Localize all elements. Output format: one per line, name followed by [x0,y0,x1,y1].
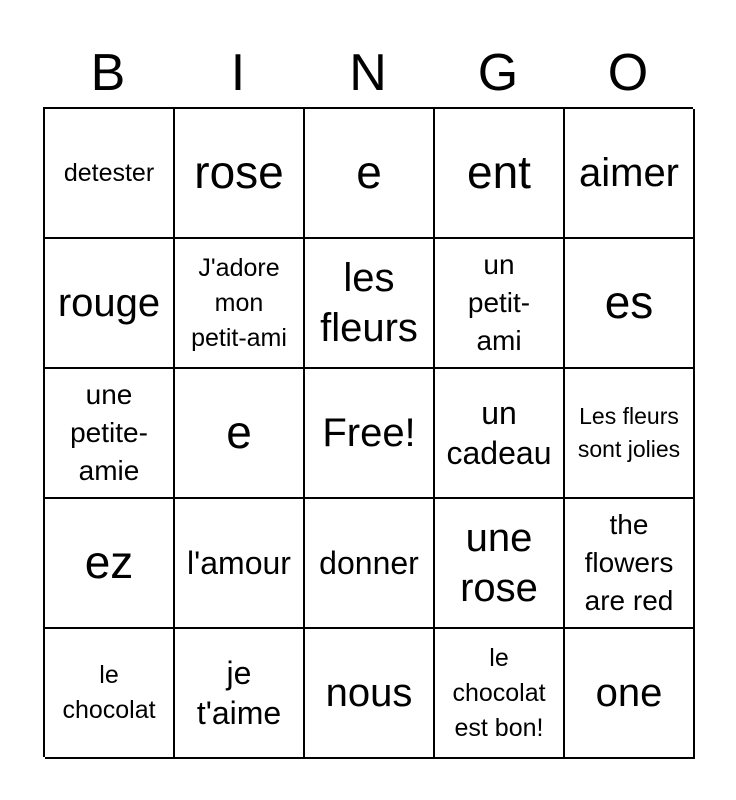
header-letter-i: I [230,44,246,102]
bingo-cell-r3-c3[interactable] [305,369,435,499]
header-letter-o: O [607,44,649,102]
bingo-cell-r1-c2[interactable] [175,109,305,239]
bingo-cell-text: Free! [322,411,416,455]
bingo-cell-r4-c2[interactable] [175,499,305,629]
bingo-cell-r4-c5[interactable] [565,499,695,629]
bingo-cell-text: l'amour [187,545,291,581]
bingo-cell-text: e [356,146,382,199]
bingo-cell-r5-c5[interactable] [565,629,695,759]
header-letter-b: B [90,44,126,102]
bingo-cell-text: un cadeau [446,395,552,471]
bingo-cell-text: nous [325,671,413,715]
bingo-cell-r4-c3[interactable] [305,499,435,629]
bingo-cell-text: un petit- ami [467,249,531,356]
bingo-cell-r3-c4[interactable] [435,369,565,499]
bingo-cell-r1-c5[interactable] [565,109,695,239]
bingo-board [43,107,693,757]
bingo-cell-r3-c1[interactable] [45,369,175,499]
bingo-cell-r2-c4[interactable] [435,239,565,369]
bingo-cell-text: le chocolat [62,661,156,724]
bingo-cell-r4-c1[interactable] [45,499,175,629]
bingo-cell-text: aimer [578,151,680,195]
bingo-cell-text: donner [319,545,419,581]
header-letter-n: N [349,44,387,102]
bingo-cell-r2-c3[interactable] [305,239,435,369]
bingo-cell-text: une petite- amie [70,379,148,486]
bingo-cell-r5-c2[interactable] [175,629,305,759]
header-letter-g: G [477,44,519,102]
bingo-cell-r2-c5[interactable] [565,239,695,369]
bingo-cell-r1-c3[interactable] [305,109,435,239]
bingo-cell-r1-c4[interactable] [435,109,565,239]
bingo-cell-r5-c3[interactable] [305,629,435,759]
bingo-cell-text: e [226,406,252,459]
bingo-cell-text: je t'aime [196,655,282,731]
bingo-cell-text: ez [84,536,134,589]
bingo-cell-text: rose [194,146,284,199]
bingo-cell-text: le chocolat est bon! [452,643,546,742]
bingo-cell-text: rouge [57,281,161,325]
bingo-cell-text: ent [467,146,531,199]
bingo-header [43,38,693,108]
bingo-cell-text: J'adore mon petit-ami [191,253,287,352]
bingo-cell-r5-c1[interactable] [45,629,175,759]
bingo-cell-r4-c4[interactable] [435,499,565,629]
bingo-cell-text: one [595,671,663,715]
bingo-cell-text: une rose [460,516,538,610]
bingo-cell-r3-c2[interactable] [175,369,305,499]
bingo-cell-r1-c1[interactable] [45,109,175,239]
bingo-cell-text: les fleurs [320,256,418,350]
bingo-cell-text: the flowers are red [584,509,674,616]
bingo-cell-text: detester [63,158,155,187]
bingo-cell-r5-c4[interactable] [435,629,565,759]
bingo-cell-r2-c1[interactable] [45,239,175,369]
bingo-cell-r2-c2[interactable] [175,239,305,369]
bingo-cell-text: es [604,276,654,329]
bingo-cell-r3-c5[interactable] [565,369,695,499]
bingo-cell-text: Les fleurs sont jolies [577,402,681,462]
